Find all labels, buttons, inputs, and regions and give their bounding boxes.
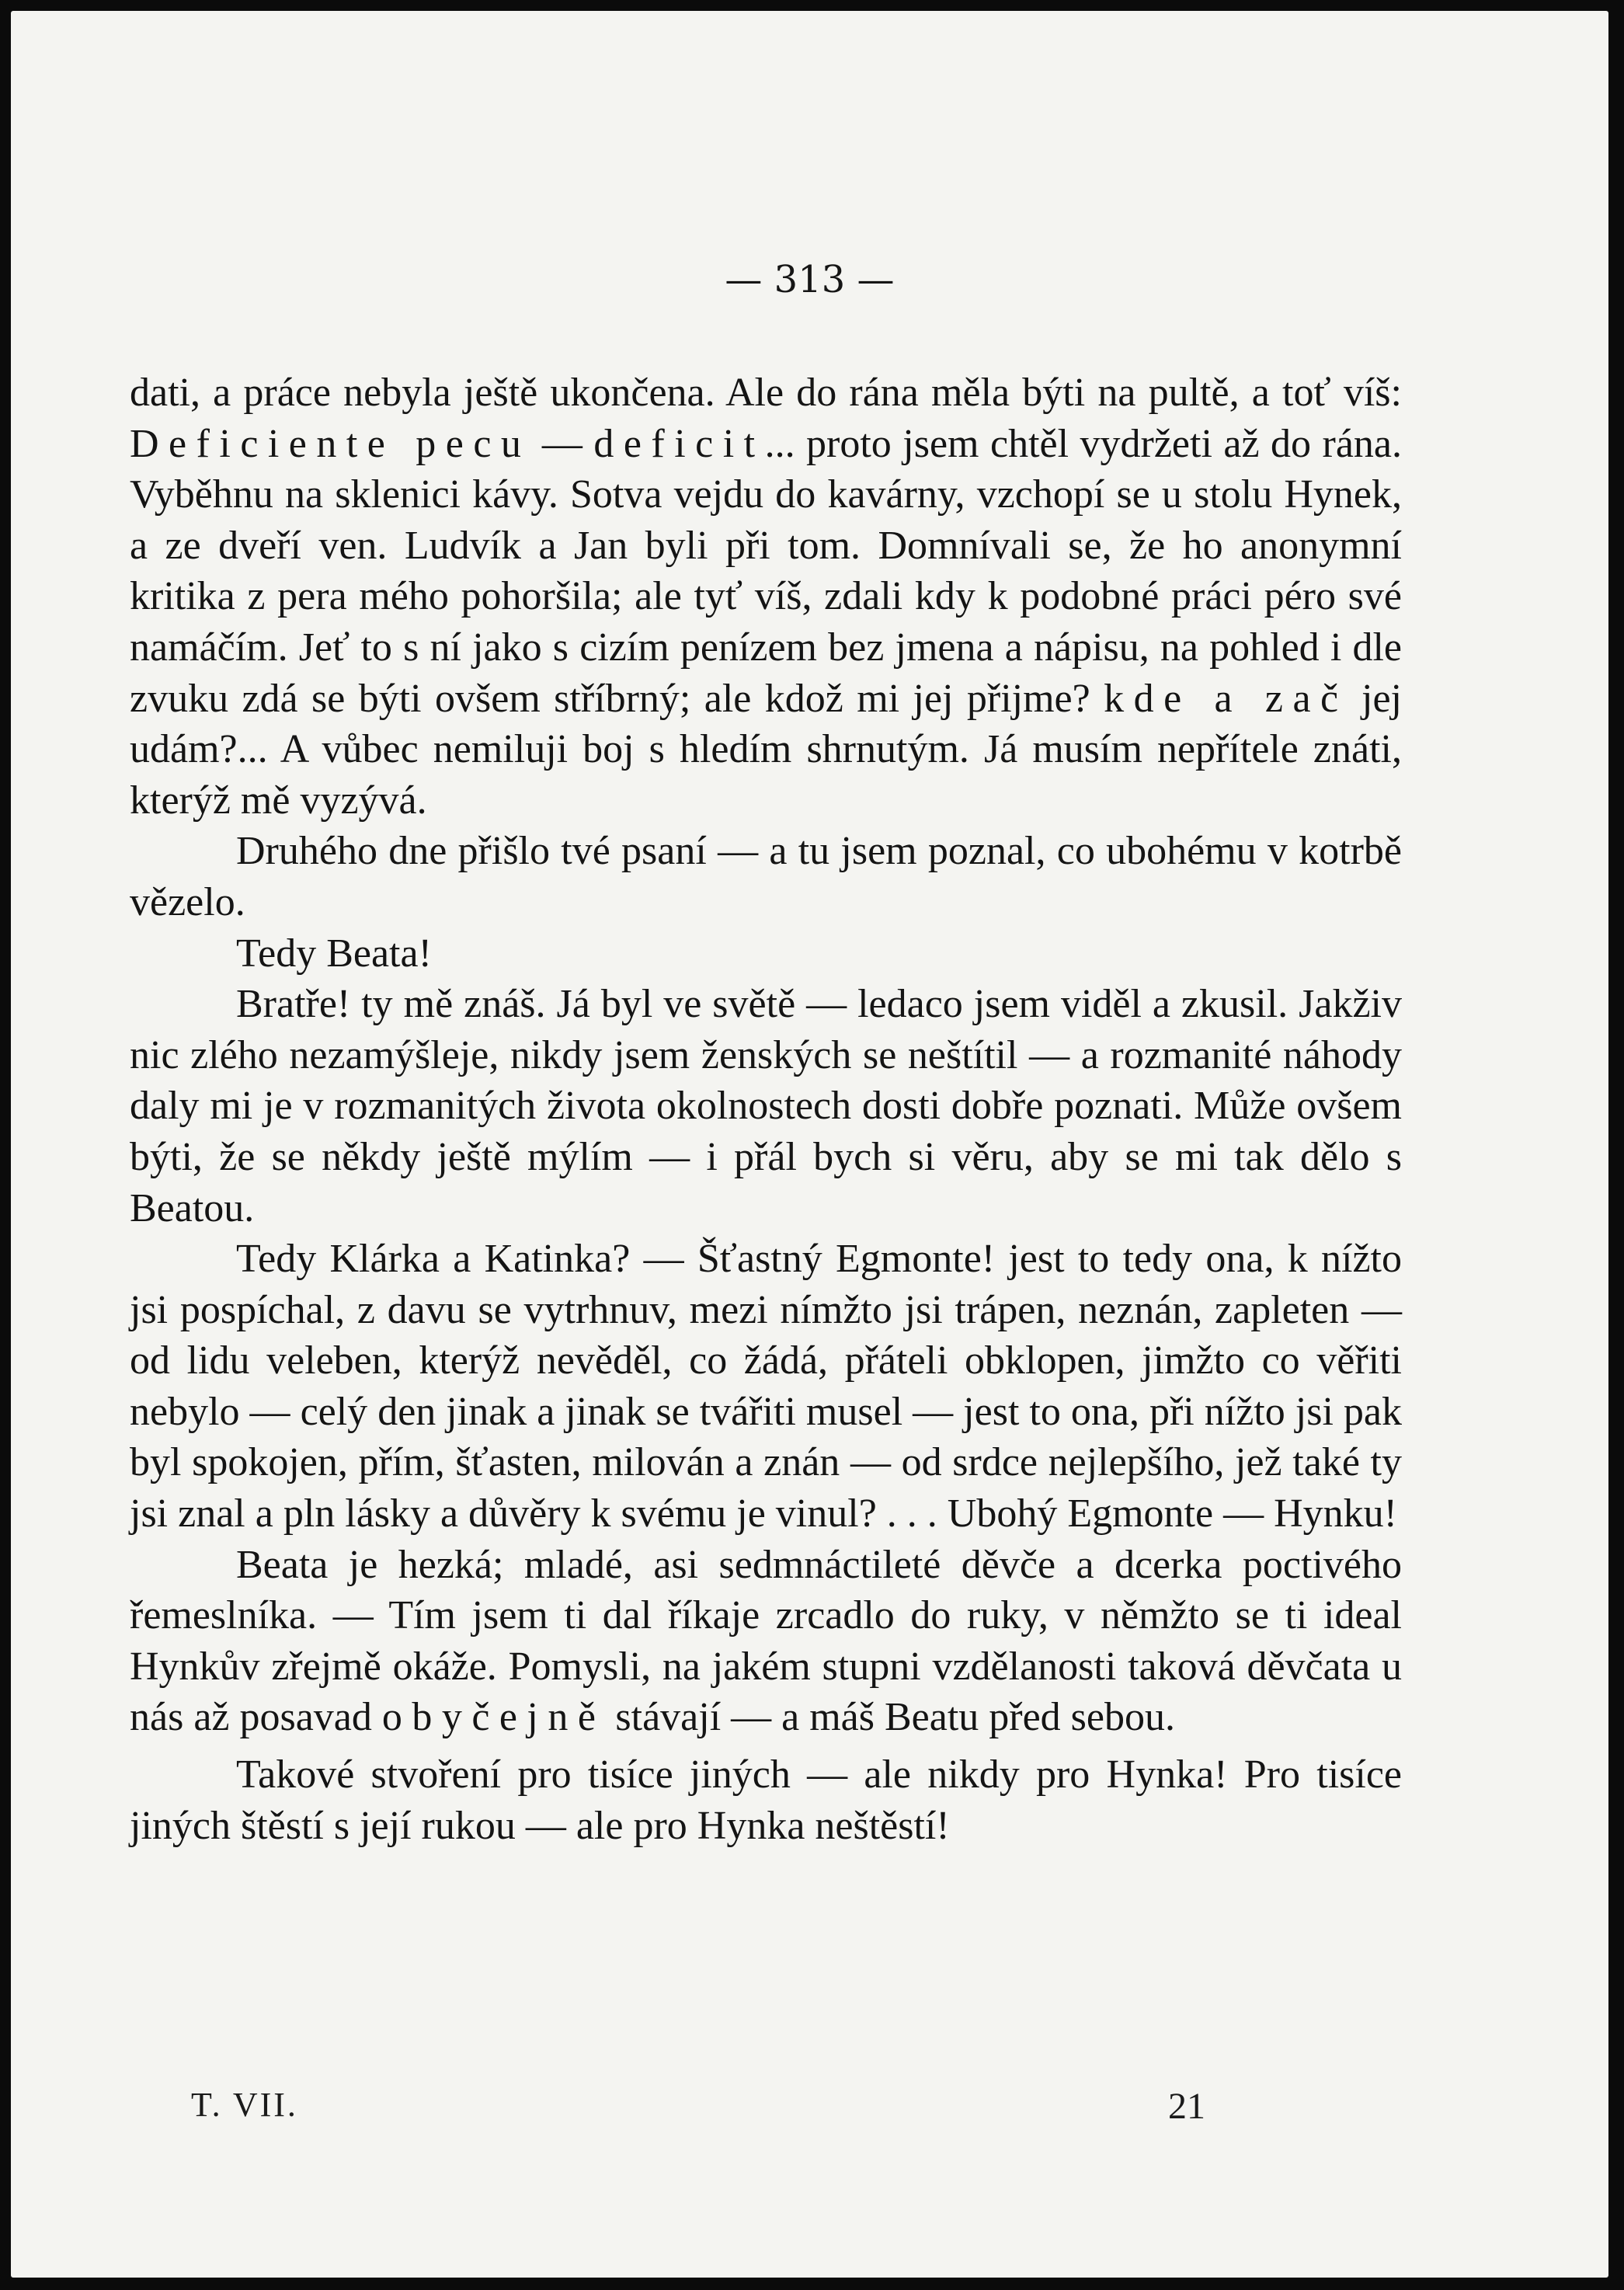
text-run: Bratře! ty mě znáš. Já byl ve světě — ledaco jsem viděl a zkusil. Jakživ nic zlého nezamýšleje, nikdy jsem ženských se neštítil — a rozmanité náhody daly mi je v rozmanitých života okolnostech dosti dobře poznati. Může ovšem býti, že se někdy ještě mýlím — i přál bych si věru, aby se mi tak dělo s Beatou. (130, 982, 1402, 1230)
paragraph (130, 367, 1402, 826)
page-number: — 313 — (725, 258, 895, 301)
volume-mark: T. VII. (191, 2086, 298, 2124)
paragraph (130, 979, 1402, 1234)
paragraph (130, 826, 1402, 927)
spaced-emphasis: obyčejně (381, 1695, 606, 1740)
body-text (130, 367, 1402, 1851)
spaced-emphasis: Deficiente pecu (130, 421, 531, 466)
book-page (11, 11, 1608, 2278)
paragraph (130, 1540, 1402, 1743)
spaced-emphasis: kde a zač (1104, 676, 1348, 721)
text-run: Druhého dne přišlo tvé psaní — a tu jsem poznal, co ubohému v kotrbě vězelo. (130, 829, 1402, 924)
text-run: — (530, 421, 594, 466)
text-run: Beata je hezká; mladé, asi sedmnáctileté děvče a dcerka poctivého řemeslníka. — Tím jsem ti dal říkaje zrcadlo do ruky, v němžto se ti ideal Hynkův zřejmě okáže. Pomysli, na jakém stupni vzdělanosti taková děvčata u nás až posavad (130, 1542, 1402, 1740)
text-run: ... proto jsem chtěl vydržeti až do rána. Vyběhnu na sklenici kávy. Sotva vejdu do kavárny, vzchopí se u stolu Hynek, a ze dveří ven. Ludvík a Jan byli při tom. Domnívali se, že ho anonymní kritika z pera mého pohoršila; ale tyť víš, zdali kdy k podobné práci péro své namáčím. Jeť to s ní jako s cizím penízem bez jmena a nápisu, na pohled i dle zvuku zdá se býti ovšem stříbrný; ale kdož mi jej přijme? (130, 421, 1403, 721)
paragraph (130, 1234, 1402, 1540)
spaced-emphasis: deficit (593, 421, 765, 466)
paragraph (130, 928, 1402, 980)
signature-mark: 21 (1168, 2086, 1205, 2127)
text-run: Tedy Beata! (236, 931, 432, 976)
text-run: dati, a práce nebyla ještě ukončena. Ale do rána měla býti na pultě, a toť víš: (130, 371, 1402, 415)
paragraph (130, 1749, 1402, 1851)
text-run: jej udám?... A vůbec nemiluji boj s hledím shrnutým. Já musím nepřítele znáti, kterýž mě vyzývá. (130, 676, 1402, 823)
text-run: Takové stvoření pro tisíce jiných — ale nikdy pro Hynka! Pro tisíce jiných štěstí s její rukou — ale pro Hynka neštěstí! (130, 1752, 1402, 1848)
text-run: Tedy Klárka a Katinka? — Šťastný Egmonte! jest to tedy ona, k nížto jsi pospíchal, z davu se vytrhnuv, mezi nímžto jsi trápen, neznán, zapleten — od lidu veleben, kterýž nevěděl, co žádá, přáteli obklopen, jimžto co věřiti nebylo — celý den jinak a jinak se tvářiti musel — jest to ona, při nížto jsi pak byl spokojen, přím, šťasten, milován a znán — od srdce nejlepšího, jež také ty jsi znal a pln lásky a důvěry k svému je vinul? . . . Ubohý Egmonte — Hynku! (130, 1237, 1402, 1537)
text-run: stávají — a máš Beatu před sebou. (605, 1695, 1175, 1740)
